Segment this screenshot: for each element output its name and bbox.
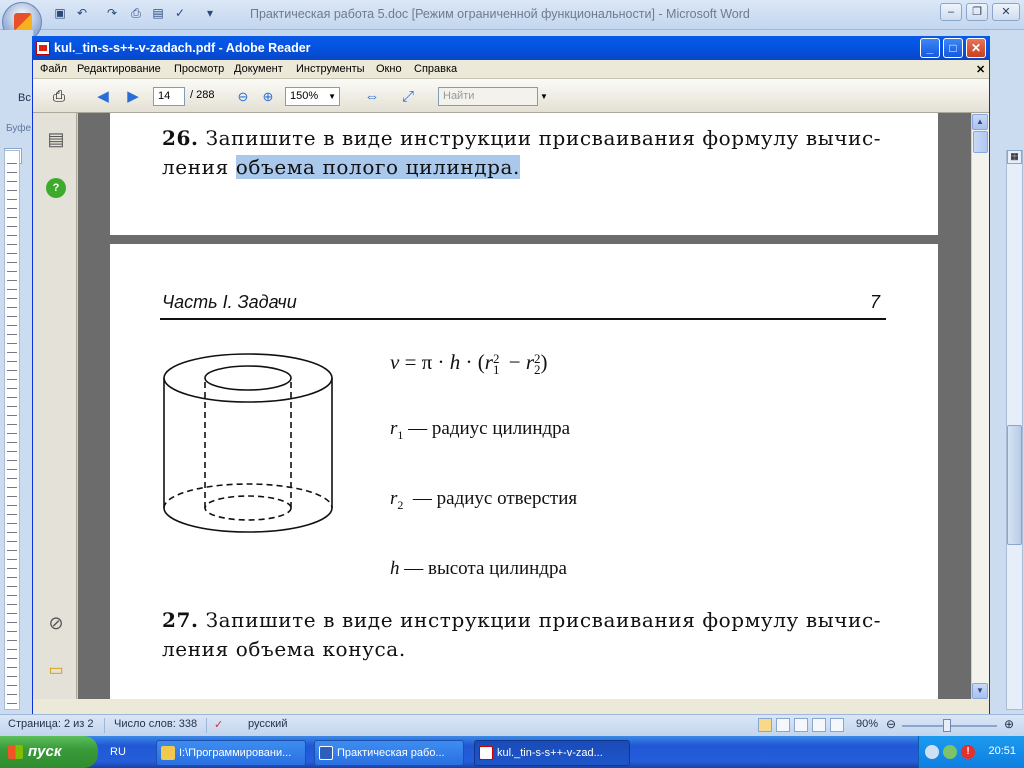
tray-expand-icon[interactable]	[925, 745, 939, 759]
formula-v: v	[390, 350, 400, 374]
chevron-down-icon: ▼	[328, 92, 336, 101]
preview-icon[interactable]: ▤	[152, 6, 164, 20]
scroll-down-icon[interactable]: ▼	[972, 683, 988, 699]
windows-logo-icon	[8, 745, 23, 759]
task-folder-label: I:\Программировани...	[179, 747, 292, 759]
view-print-layout-icon[interactable]	[758, 718, 772, 732]
zoom-value: 150%	[290, 90, 319, 102]
reader-vertical-scrollbar[interactable]	[971, 113, 989, 699]
legend-r1-sub: 1	[397, 427, 404, 442]
zoom-out-icon[interactable]: ⊖	[886, 717, 897, 731]
status-language[interactable]: русский	[248, 718, 288, 730]
reader-maximize-button[interactable]: □	[943, 38, 963, 58]
view-draft-icon[interactable]	[830, 718, 844, 732]
menu-file[interactable]: Файл	[40, 63, 68, 75]
task-reader-label: kul._tin-s-s++-v-zad...	[497, 747, 603, 759]
menu-window[interactable]: Окно	[376, 63, 402, 75]
folder-icon	[161, 746, 175, 760]
formula-r2-sub: 2	[534, 362, 541, 378]
system-tray	[918, 736, 1024, 768]
legend-h	[390, 558, 567, 580]
page-header-number: 7	[870, 292, 881, 312]
legend-r1-symbol: r	[390, 418, 398, 439]
start-button[interactable]	[0, 736, 98, 768]
word-scroll-thumb[interactable]	[1007, 425, 1022, 545]
office-logo-icon	[14, 13, 32, 31]
fit-page-icon[interactable]: ⤢	[401, 88, 414, 105]
task-27-line-1	[162, 608, 881, 632]
reader-menu-bar	[33, 60, 989, 79]
status-zoom[interactable]: 90%	[856, 718, 879, 730]
legend-r2-sub: 2	[397, 497, 404, 512]
ruler-ticks	[7, 155, 17, 705]
previous-page-icon[interactable]: ◀	[97, 88, 109, 105]
legend-r2	[390, 488, 577, 513]
help-icon[interactable]: ?	[46, 178, 66, 198]
task-26-line-1	[162, 126, 881, 150]
find-input[interactable]: Найти	[438, 87, 538, 106]
page-number-input[interactable]: 14	[153, 87, 185, 106]
zoom-in-icon[interactable]: ⊕	[262, 89, 274, 104]
legend-r2-symbol: r	[390, 488, 398, 509]
status-separator	[206, 718, 207, 733]
word-restore-button[interactable]: ❐	[966, 3, 988, 21]
vertical-ruler	[4, 150, 20, 710]
attachments-icon[interactable]: ⊘	[48, 613, 64, 633]
legend-h-text: — высота цилиндра	[404, 558, 567, 579]
task-folder[interactable]	[156, 740, 306, 766]
task-27-text-1: Запишите в виде инструкции присваивания формулу вычис-	[205, 608, 882, 632]
spelling-icon[interactable]: ✓	[174, 6, 186, 20]
reader-bottom-bar	[33, 699, 989, 715]
alert-icon[interactable]: !	[961, 745, 975, 759]
legend-r1-text: — радиус цилиндра	[408, 418, 571, 439]
undo-icon[interactable]: ↶	[76, 6, 88, 20]
formula-r1-indices	[492, 351, 500, 378]
status-word-count[interactable]: Число слов: 338	[114, 718, 198, 730]
language-indicator[interactable]: RU	[110, 746, 126, 758]
formula-r2-indices	[534, 351, 541, 378]
zoom-in-icon[interactable]: ⊕	[1004, 717, 1015, 731]
start-label: пуск	[28, 743, 62, 760]
status-separator	[104, 718, 105, 733]
word-close-button[interactable]: ✕	[992, 3, 1020, 21]
formula-r1-sup: 2	[492, 351, 500, 367]
formula-r2: r	[525, 350, 534, 374]
zoom-select[interactable]	[285, 87, 340, 106]
menu-document[interactable]: Документ	[234, 63, 283, 75]
hollow-cylinder-figure	[160, 348, 336, 548]
formula-r1: r	[484, 350, 493, 374]
zoom-slider-thumb[interactable]	[943, 719, 951, 732]
legend-r1	[390, 418, 570, 443]
document-view	[78, 113, 971, 699]
formula-r1-sub: 1	[492, 362, 500, 378]
redo-icon[interactable]: ↷	[106, 6, 118, 20]
network-icon[interactable]	[943, 745, 957, 759]
print-icon[interactable]: ⎙	[131, 6, 141, 20]
reader-close-button[interactable]: ✕	[966, 38, 986, 58]
ribbon-fragment-label: Вс	[18, 92, 31, 104]
selected-text[interactable]: объема полого цилиндра.	[235, 155, 521, 179]
legend-h-symbol: h	[390, 558, 400, 579]
word-window-title: Практическая работа 5.doc [Режим ограниченной функциональности] - Microsoft Word	[250, 7, 750, 21]
task-26-text-2: ления	[162, 155, 236, 179]
view-full-screen-icon[interactable]	[776, 718, 790, 732]
find-dropdown-icon[interactable]: ▼	[540, 92, 548, 101]
pdf-icon	[479, 746, 493, 760]
menu-view[interactable]: Просмотр	[174, 63, 225, 75]
view-web-layout-icon[interactable]	[794, 718, 808, 732]
task-27-number: 27.	[162, 608, 199, 632]
task-reader[interactable]	[474, 740, 630, 766]
reader-minimize-button[interactable]: _	[920, 38, 940, 58]
ruler-toggle-icon[interactable]: ▦	[1007, 150, 1022, 164]
pdf-page-current	[110, 244, 938, 699]
pages-panel-icon[interactable]: ▤	[47, 129, 65, 149]
pdf-page-previous	[110, 113, 938, 235]
comments-icon[interactable]: ▭	[48, 662, 64, 679]
legend-r2-text: — радиус отверстия	[412, 488, 578, 509]
menu-close-doc-icon[interactable]: ✕	[976, 64, 986, 76]
reader-scroll-thumb[interactable]	[973, 131, 988, 153]
status-page[interactable]: Страница: 2 из 2	[8, 718, 94, 730]
task-26-text-1: Запишите в виде инструкции присваивания формулу вычис-	[205, 126, 882, 150]
view-outline-icon[interactable]	[812, 718, 826, 732]
task-26-line-2	[162, 155, 520, 179]
pdf-icon	[36, 41, 50, 55]
menu-tools[interactable]: Инструменты	[296, 63, 365, 75]
clock[interactable]: 20:51	[988, 745, 1016, 757]
word-minimize-button[interactable]: –	[940, 3, 962, 21]
task-word-label: Практическая рабо...	[337, 747, 445, 759]
formula-h: h	[449, 350, 461, 374]
zoom-out-icon[interactable]: ⊖	[237, 89, 249, 104]
task-26-number: 26.	[162, 126, 199, 150]
save-icon[interactable]: ▣	[54, 6, 66, 20]
reader-window-title: kul._tin-s-s++-v-zadach.pdf - Adobe Reader	[54, 41, 311, 55]
menu-edit[interactable]: Редактирование	[77, 63, 161, 75]
volume-formula: v = π · h · (r 2 1 − r 2 2 )	[390, 350, 548, 378]
scroll-up-icon[interactable]: ▲	[972, 114, 988, 130]
menu-help[interactable]: Справка	[414, 63, 458, 75]
word-icon	[319, 746, 333, 760]
print-icon[interactable]: ⎙	[52, 88, 65, 105]
formula-r2-sup: 2	[534, 351, 541, 367]
header-rule	[160, 318, 886, 320]
spellcheck-icon[interactable]: ✓	[214, 719, 224, 731]
qat-dropdown-icon[interactable]: ▾	[206, 6, 214, 20]
task-27-line-2: ления объема конуса.	[162, 637, 406, 661]
fit-width-icon[interactable]: ⇔	[364, 88, 380, 105]
clipboard-group-label: Буфе	[6, 123, 32, 134]
page-total-label: / 288	[190, 89, 215, 101]
page-header-title: Часть I. Задачи	[162, 292, 297, 312]
reader-title-bar	[32, 36, 990, 60]
word-status-bar	[0, 714, 1024, 736]
next-page-icon[interactable]: ▶	[127, 88, 139, 105]
formula-pi: π	[421, 350, 433, 374]
task-word[interactable]	[314, 740, 464, 766]
